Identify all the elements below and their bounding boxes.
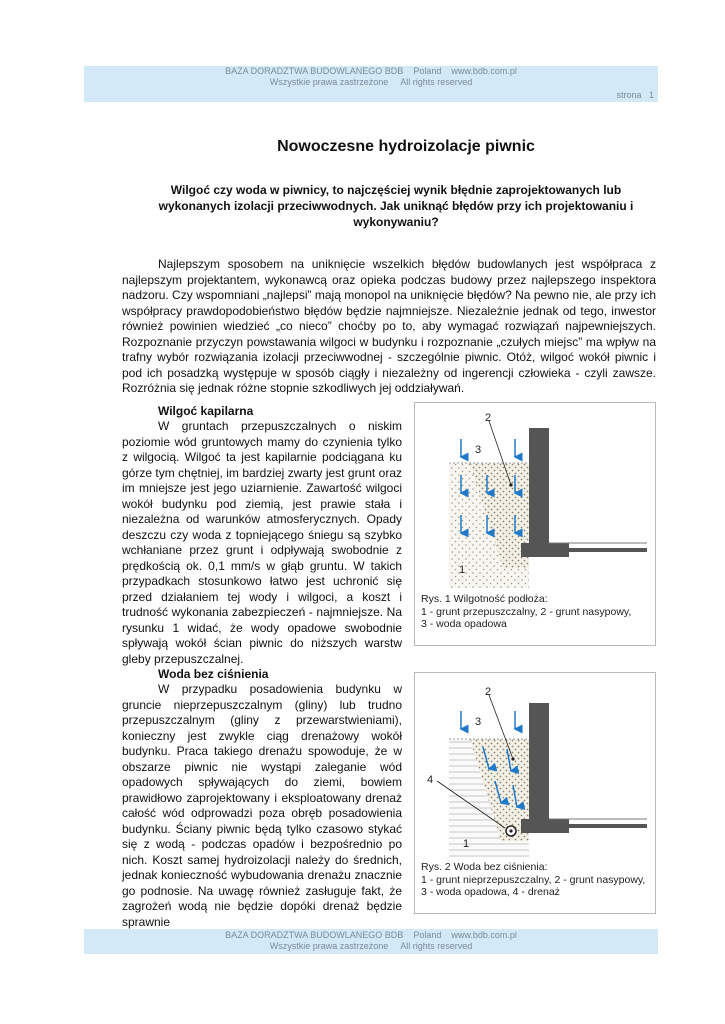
figure-2-label-1: 1 [463,838,470,850]
header-line-2: Wszystkie prawa zastrzeżone All rights reserved [269,77,473,87]
section-text-no-pressure: W przypadku posadowienia budynku w gruncie nieprzepuszczalnym (gliny) lub trudno przepuszczalnym (gliny z przewarstwieniami), konieczny jest zwykle ciąg drenażowy wokół budynku. Praca takiego drenażu spowoduje, że w obszarze piwnic nie wystąpi zaleganie wód opadowych spływających do ziemi, bowiem prawidłowo zaprojektowany i eksploatowany drenaż całość wód odprowadzi poza obręb posadowienia budynku. Ściany piwnic będą tylko czasowo stykać się z wodą - podczas opadów i bezpośrednio po nich. Koszt samej hydroizolacji należy do średnich, jednak konieczność wybudowania drenażu znacznie go podnosie. Na uwagę również zasługuje fakt, że zagrożeń wodą nie będzie dopóki drenaż będzie sprawnie [122,682,402,929]
figure-2-diagram [415,673,655,861]
figure-1-caption [415,593,655,631]
figure-1-diagram [415,403,655,593]
figure-2-label-2: 2 [485,686,492,698]
section-text-capillary: W gruntach przepuszczalnych o niskim poziomie wód gruntowych mamy do czynienia tylko z wilgocią. Wilgoć ta jest kapilarnie podciągana ku górze tym chętniej, im bardziej zwarty jest grunt oraz im mniejsze jest jego uziarnienie. Zawartość wilgoci wokół budynku pod ziemią, jest prawie stała i niezależna od warunków atmosferycznych. Opady deszczu czy woda z topniejącego śniegu są szybko wchłaniane przez grunt i odpływają swobodnie z prędkością ok. 0,1 mm/s w głąb gruntu. W takich przypadkach stosunkowo łatwo jest uchronić się przed działaniem tej wody i wilgoci, a koszt i trudność wykonania zabezpieczeń - najmniejsze. Na rysunku 1 widać, że wody opadowe swobodnie spływają wokół ścian piwnic do niższych warstw gleby przepuszczalnej. [122,419,402,666]
page-footer [84,929,658,954]
page-number: strona 1 [616,90,654,100]
figure-2-caption-line: 1 - grunt nieprzepuszczalny, 2 - grunt nasypowy, [421,873,646,886]
figure-1-label-1: 1 [459,564,466,576]
figure-2-label-4: 4 [427,774,434,786]
basement-wall [529,703,549,829]
header-line-1: BAZA DORADZTWA BUDOWLANEGO BDB Poland www.bdb.com.pl [225,66,517,76]
basement-wall [529,428,549,553]
footer-line-1: BAZA DORADZTWA BUDOWLANEGO BDB Poland www.bdb.com.pl [225,930,517,940]
figure-1-label-2: 2 [485,412,492,424]
page-header [84,66,658,102]
figure-2 [414,672,656,914]
intro-paragraph: Najlepszym sposobem na uniknięcie wszelkich błędów budowlanych jest współpraca z najlepszym projektantem, wykonawcą oraz opieka podczas budowy przez najlepszego inspektora nadzoru. Czy wspomniani „najlepsi” mają monopol na uniknięcie błędów? Na pewno nie, ale przy ich współpracy prawdopodobieństwo błędów będzie najmniejsze. Niezależnie jednak od tego, inwestor również powinien wiedzieć „co nieco” choćby po to, aby wymagać rozwiązań najpewniejszych. Rozpoznanie przyczyn powstawania wilgoci w budynku i rozpoznanie „czułych miejsc” ma wpływ na trafny wybór rozwiązania izolacji przeciwwodnej - szczególnie piwnic. Otóż, wilgoć wokół piwnic i pod ich posadzką występuje w sposób ciągły i niezależny od ingerencji człowieka - czyli zawsze. Rozróżnia się jednak różne stopnie szkodliwych jej oddziaływań. [122,257,656,395]
figure-1-label-3: 3 [475,444,482,456]
figure-2-caption-line: 3 - woda opadowa, 4 - drenaż [421,886,560,898]
figure-1-caption-line: 1 - grunt przepuszczalny, 2 - grunt nasypowy, [421,605,632,618]
figure-1 [414,402,656,646]
figure-2-caption-title: Rys. 2 Woda bez ciśnienia: [421,861,548,873]
figure-2-label-3: 3 [475,716,482,728]
figure-1-caption-line: 3 - woda opadowa [421,618,507,630]
figure-2-caption [415,861,655,899]
section-heading-no-pressure: Woda bez ciśnienia [158,667,269,681]
footer-line-2: Wszystkie prawa zastrzeżone All rights reserved [269,941,473,951]
lead-paragraph: Wilgoć czy woda w piwnicy, to najczęściej wynik błędnie zaprojektowanych lub wykonanych izolacji przeciwwodnych. Jak uniknąć błędów przy ich projektowaniu i wykonywaniu? [158,183,634,229]
section-heading-capillary: Wilgoć kapilarna [158,404,254,418]
page-title: Nowoczesne hydroizolacje piwnic [277,138,535,155]
figure-1-caption-title: Rys. 1 Wilgotność podłoża: [421,593,548,605]
